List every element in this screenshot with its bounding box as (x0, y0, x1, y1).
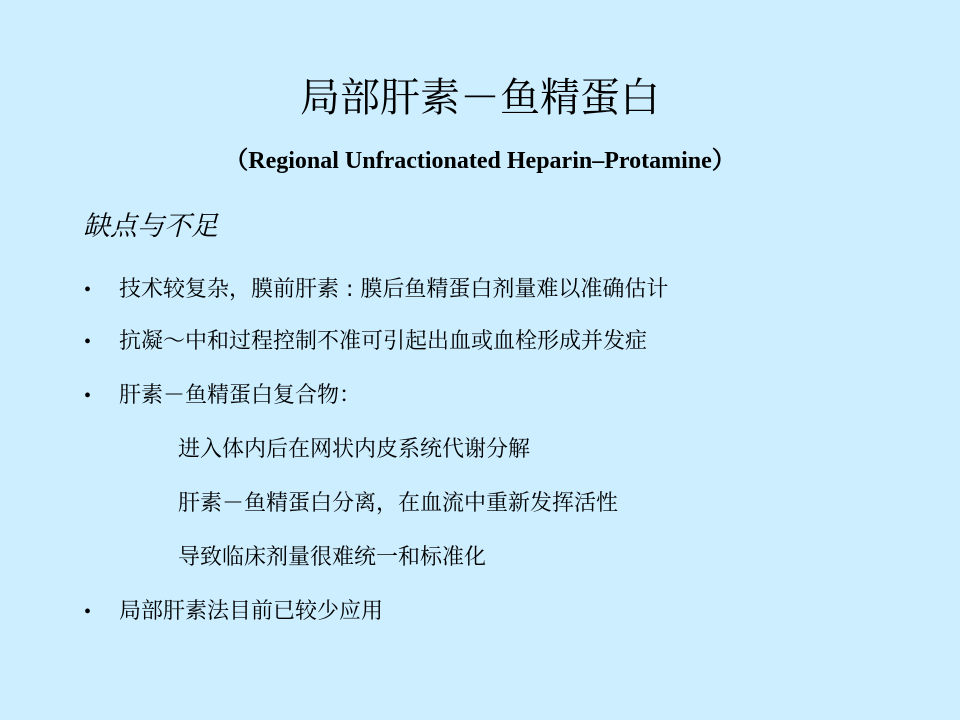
bullet-marker: • (84, 331, 92, 353)
slide-title: 局部肝素－鱼精蛋白 (300, 75, 660, 121)
slide-subtitle: （Regional Unfractionated Heparin–Protamine） (224, 148, 736, 174)
bullet-marker: • (84, 385, 92, 407)
bullet-marker: • (84, 601, 92, 623)
bullet-marker: • (84, 279, 92, 301)
bullet-text: 抗凝～中和过程控制不准可引起出血或血栓形成并发症 (119, 329, 648, 354)
bullet-text: 肝素－鱼精蛋白复合物： (119, 383, 362, 408)
section-heading: 缺点与不足 (83, 211, 218, 242)
sub-item-text: 进入体内后在网状内皮系统代谢分解 (178, 437, 531, 462)
bullet-text: 技术较复杂，膜前肝素 : 膜后鱼精蛋白剂量难以准确估计 (119, 277, 669, 302)
sub-item-text: 肝素－鱼精蛋白分离，在血流中重新发挥活性 (178, 491, 619, 516)
sub-item-text: 导致临床剂量很难统一和标准化 (178, 545, 487, 570)
bullet-text: 局部肝素法目前已较少应用 (119, 599, 384, 624)
